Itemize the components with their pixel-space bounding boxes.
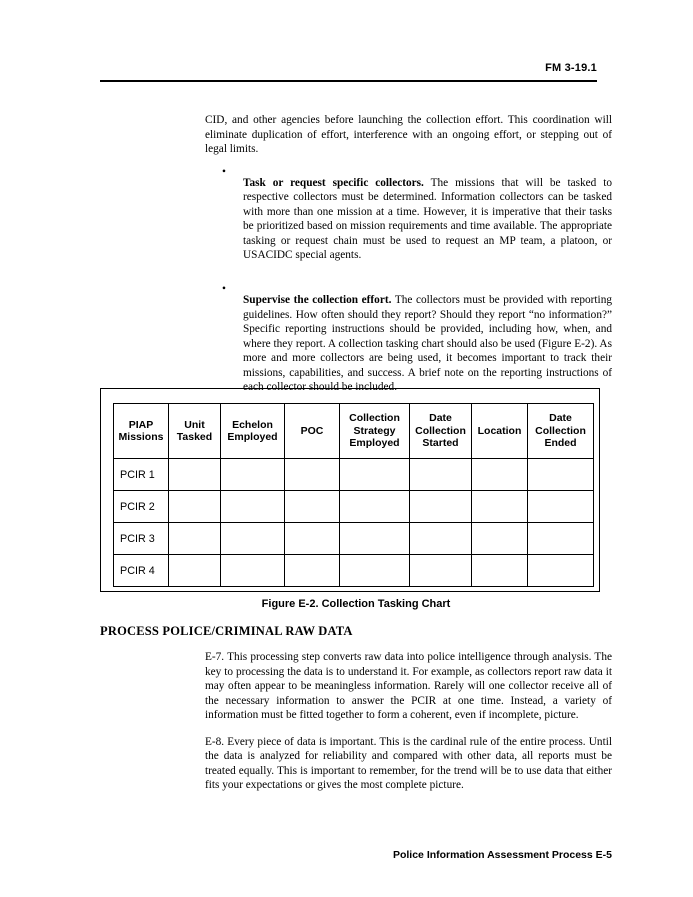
empty-cell: [528, 523, 594, 555]
col-header-unit-tasked: Unit Tasked: [169, 404, 221, 459]
empty-cell: [169, 459, 221, 491]
empty-cell: [285, 523, 340, 555]
table-row: [114, 459, 594, 491]
col-header-poc: POC: [285, 404, 340, 459]
figure-box: [100, 388, 600, 592]
empty-cell: [528, 555, 594, 587]
empty-cell: [472, 523, 528, 555]
empty-cell: [221, 459, 285, 491]
empty-cell: [410, 555, 472, 587]
table-header-row: [114, 404, 594, 459]
doc-code: FM 3-19.1: [545, 62, 597, 74]
empty-cell: [528, 459, 594, 491]
col-header-date-ended: Date Collection Ended: [528, 404, 594, 459]
bullet-icon: •: [222, 283, 226, 296]
empty-cell: [472, 491, 528, 523]
empty-cell: [285, 491, 340, 523]
bullet-icon: •: [222, 165, 226, 178]
row-label: PCIR 3: [114, 523, 169, 555]
empty-cell: [169, 523, 221, 555]
bullet-lead: Task or request specific collectors.: [243, 176, 424, 189]
empty-cell: [410, 523, 472, 555]
table-row: [114, 523, 594, 555]
empty-cell: [528, 491, 594, 523]
row-label: PCIR 4: [114, 555, 169, 587]
page-header: [100, 62, 597, 82]
row-label: PCIR 1: [114, 459, 169, 491]
empty-cell: [285, 459, 340, 491]
paragraph-e7: E-7. This processing step converts raw data into police intelligence through analysis. The key to processing the data is to understand it. For example, as collectors report raw data it may often appear to be meaningless information. Rarely will one collector receive all of the necessary information to answer the PCIR at one time. Instead, a variety of information must be fitted together to form a coherent, even if incomplete, picture.: [205, 651, 612, 721]
col-header-collection-strategy: Collection Strategy Employed: [340, 404, 410, 459]
empty-cell: [410, 459, 472, 491]
empty-cell: [410, 491, 472, 523]
page-footer: Police Information Assessment Process E-5: [392, 849, 612, 861]
col-header-piap-missions: PIAP Missions: [114, 404, 169, 459]
empty-cell: [221, 555, 285, 587]
empty-cell: [221, 491, 285, 523]
col-header-echelon-employed: Echelon Employed: [221, 404, 285, 459]
bullet-lead: Supervise the collection effort.: [243, 294, 392, 307]
figure-caption: Figure E-2. Collection Tasking Chart: [261, 598, 451, 610]
section-heading: PROCESS POLICE/CRIMINAL RAW DATA: [100, 624, 353, 638]
table-row: [114, 555, 594, 587]
col-header-date-started: Date Collection Started: [410, 404, 472, 459]
bullet-body-text: The collectors must be provided with reporting guidelines. How often should they report? Should they report “no information?” Specific reporting instructions should be provided, including how, when, and where they report. A collection tasking chart should also be used (Figure E-2). As more and more collectors are being used, it becomes important to track their missions, capabilities, and success. A brief note on the reporting instructions of each collector should be included.: [243, 294, 612, 394]
section-body: [205, 650, 612, 805]
bullet-marker-cell: [205, 165, 243, 275]
row-label: PCIR 2: [114, 491, 169, 523]
empty-cell: [221, 523, 285, 555]
bullet-text: [243, 176, 612, 263]
empty-cell: [472, 555, 528, 587]
col-header-location: Location: [472, 404, 528, 459]
bullet-text: [243, 293, 612, 395]
empty-cell: [472, 459, 528, 491]
empty-cell: [340, 555, 410, 587]
paragraph-e8: E-8. Every piece of data is important. This is the cardinal rule of the entire process. Until the data is analyzed for reliability and compared with other data, all reports must be treated equally. This is important to remember, for the trend will be to use data that either fits your expectations or gives the most complete picture.: [205, 735, 612, 791]
empty-cell: [169, 555, 221, 587]
body-text: [205, 113, 612, 414]
empty-cell: [340, 459, 410, 491]
bullet-body-text: The missions that will be tasked to respective collectors must be determined. Information collectors can be tasked with more than one mission at a time. However, it is imperative that their tasks be prioritized based on mission requirements and time available. The appropriate tasking or request chain must be used to request an MP team, a platoon, or USACIDC special agents.: [243, 176, 612, 262]
bullet-item: [205, 165, 612, 275]
collection-tasking-table: [113, 403, 594, 587]
empty-cell: [169, 491, 221, 523]
paragraph-intro: CID, and other agencies before launching the collection effort. This coordination will eliminate duplication of effort, interference with an ongoing effort, or stepping out of legal limits.: [205, 114, 612, 155]
empty-cell: [340, 523, 410, 555]
header-rule: [100, 80, 597, 82]
empty-cell: [340, 491, 410, 523]
table-row: [114, 491, 594, 523]
empty-cell: [285, 555, 340, 587]
